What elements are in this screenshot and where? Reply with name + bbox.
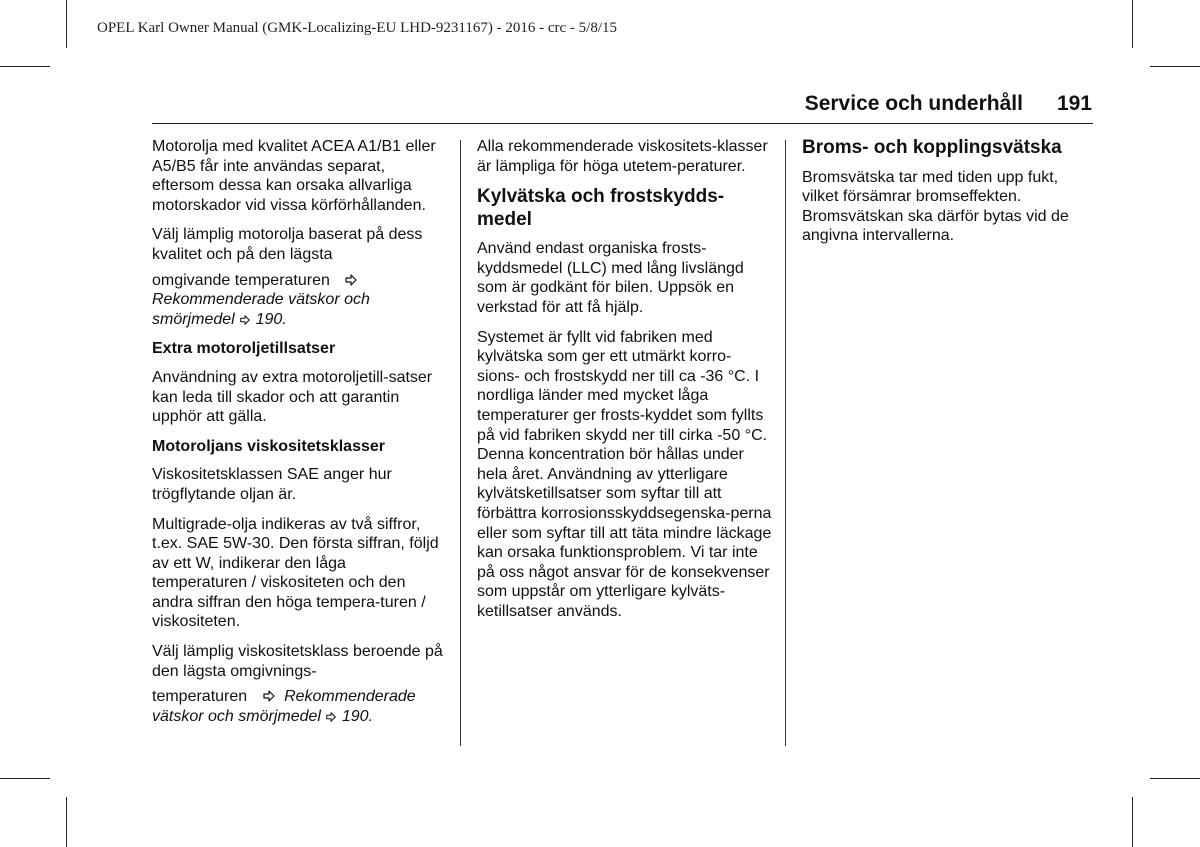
paragraph-oil-quality: Motorolja med kvalitet ACEA A1/B1 eller A5/B5 får inte användas separat, eftersom dessa kan orsaka allvarliga motorskador vid vissa körförhållanden. [152,138,436,214]
print-meta-line: OPEL Karl Owner Manual (GMK-Localizing-EU LHD-9231167) - 2016 - crc - 5/8/15 [97,20,617,36]
paragraph-extra-additives: Användning av extra motoroljetill-satser kan leda till skador och att garantin upphör att gälla. [152,368,433,426]
paragraph-sae-viscosity: Viskositetsklassen SAE anger hur trögflytande oljan är. [152,466,392,503]
paragraph-viscosity-selection: Välj lämplig viskositetsklass beroende på den lägsta omgivnings- temperaturen Rekommenderade vätskor och smörjmedel 190. [152,643,443,725]
column-2 [477,137,772,631]
crop-mark-right-top [1150,66,1200,67]
column-3 [802,137,1094,256]
column-1 [152,137,444,736]
heading-brake-clutch-fluid: Broms- och kopplingsvätska [802,137,1062,158]
crop-mark-top-right [1132,0,1133,48]
paragraph-coolant-organic: Använd endast organiska frosts-kyddsmedel (LLC) med lång livslängd som är godkänt för bilen. Uppsök en verkstad för att få hjälp. [477,240,744,316]
column-divider-2 [785,140,786,746]
paragraph-multigrade: Multigrade-olja indikeras av två siffror, t.ex. SAE 5W-30. Den första siffran, följd av ett W, indikerar den låga temperaturen / viskositeten och den andra siffran den höga tempera-turen / viskositeten. [152,515,439,631]
paragraph-coolant-system: Systemet är fyllt vid fabriken med kylvätska som ger ett utmärkt korro-sions- och frostskydd ner till ca -36 °C. I nordliga länder med mycket låga temperaturer ger frosts-kyddet som fyllts på vid fabriken skydd ner till cirka -50 °C. Denna koncentration bör hållas under hela året. Användning av ytterligare kylvätsketillsatser som syftar till att förbättra korrosionsskyddsegenska-perna eller som syftar till att täta mindre läckage kan orsaka funktionsproblem. Vi tar inte på oss något ansvar för de konsekvenser som uppstår om ytterligare kylväts-ketillsatser används. [477,328,772,620]
cross-reference-arrow-icon [344,273,358,287]
paragraph-oil-selection: Välj lämplig motorolja baserat på dess kvalitet och på den lägsta omgivande temperaturen Rekommenderade vätskor och smörjmedel 190. [152,226,423,328]
paragraph-brake-fluid: Bromsvätska tar med tiden upp fukt, vilket försämrar bromseffekten. Bromsvätskan ska därför bytas vid de angivna intervallerna. [802,168,1069,245]
heading-extra-additives: Extra motoroljetillsatser [152,340,336,358]
section-title: Service och underhåll [804,92,1023,115]
crop-mark-left-bottom [0,778,50,779]
header-rule [152,123,1093,124]
paragraph-viscosity-suitable: Alla rekommenderade viskositets-klasser är lämpliga för höga utetem-peraturer. [477,138,768,175]
page-number: 191 [1056,92,1092,115]
crop-mark-left-top [0,66,50,67]
crop-mark-right-bottom [1150,778,1200,779]
heading-viscosity-classes: Motoroljans viskositetsklasser [152,437,385,455]
page-reference-icon [325,711,337,723]
crop-mark-bottom-left [66,797,67,847]
cross-reference-link[interactable]: Rekommenderade vätskor och smörjmedel 190. [152,291,370,328]
cross-reference-link[interactable]: Rekommenderade vätskor och smörjmedel 190. [152,688,416,725]
crop-mark-top-left [66,0,67,48]
crop-mark-bottom-right [1132,797,1133,847]
column-divider-1 [460,140,461,746]
heading-coolant: Kylvätska och frostskydds-medel [477,186,725,230]
cross-reference-arrow-icon [262,689,276,703]
page-reference-icon [239,314,251,326]
running-header [700,90,1092,118]
